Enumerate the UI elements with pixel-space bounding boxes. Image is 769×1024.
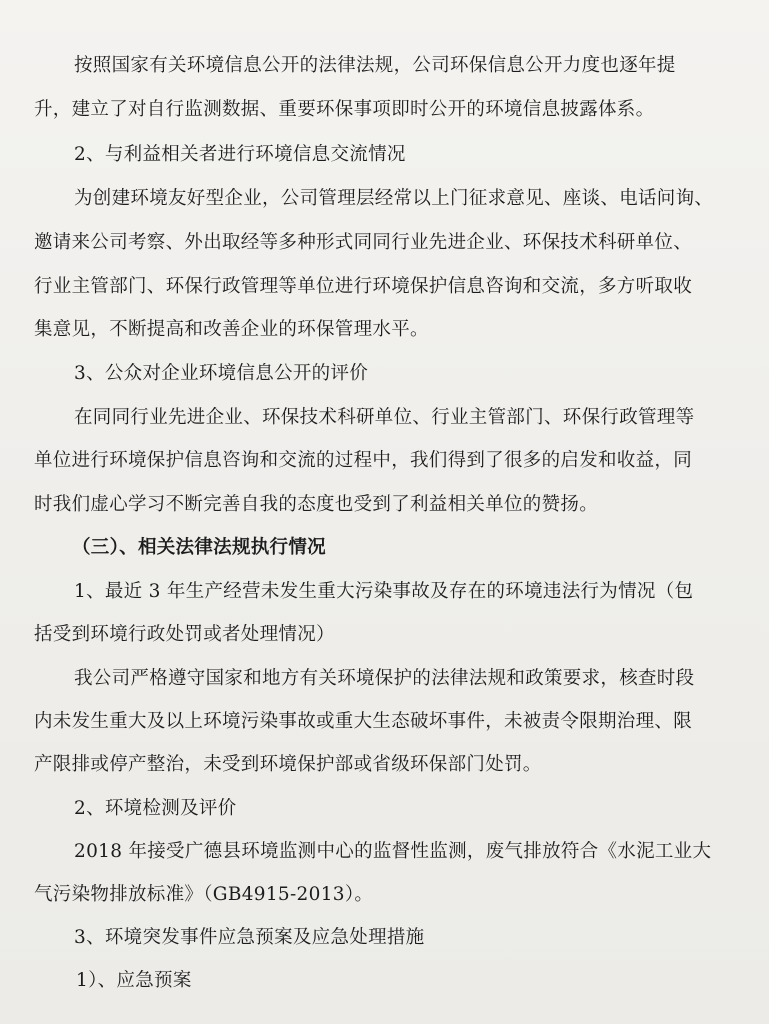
section-heading: 3、公众对企业环境信息公开的评价 (74, 363, 369, 384)
section-heading: 3、环境突发事件应急预案及应急处理措施 (74, 927, 425, 948)
paragraph-line: 在同同行业先进企业、环保技术科研单位、行业主管部门、环保行政管理等 (74, 407, 695, 428)
paragraph-line: 我公司严格遵守国家和地方有关环境保护的法律法规和政策要求，核查时段 (74, 668, 695, 689)
paragraph-line: 邀请来公司考察、外出取经等多种形式同同行业先进企业、环保技术科研单位、 (34, 232, 693, 253)
chapter-heading: （三）、相关法律法规执行情况 (72, 537, 326, 558)
section-heading: 2、与利益相关者进行环境信息交流情况 (74, 144, 406, 165)
section-heading: 括受到环境行政处罚或者处理情况） (34, 624, 335, 645)
paragraph-line: 产限排或停产整治，未受到环境保护部或省级环保部门处罚。 (34, 754, 542, 775)
paragraph-line: 单位进行环境保护信息咨询和交流的过程中，我们得到了很多的启发和收益，同 (34, 450, 693, 471)
paragraph-line: 为创建环境友好型企业，公司管理层经常以上门征求意见、座谈、电话问询、 (74, 188, 714, 209)
paragraph-line: 行业主管部门、环保行政管理等单位进行环境保护信息咨询和交流，多方听取收 (34, 276, 693, 297)
paragraph-line: 升，建立了对自行监测数据、重要环保事项即时公开的环境信息披露体系。 (34, 99, 655, 120)
section-heading: 1、最近 3 年生产经营未发生重大污染事故及存在的环境违法行为情况（包 (74, 581, 694, 602)
section-heading: 1）、应急预案 (76, 970, 192, 991)
paragraph-line: 气污染物排放标准》（GB4915-2013）。 (34, 884, 374, 905)
paragraph-line: 内未发生重大及以上环境污染事故或重大生态破坏事件，未被责令限期治理、限 (34, 711, 693, 732)
paragraph-line: 按照国家有关环境信息公开的法律法规，公司环保信息公开力度也逐年提 (74, 55, 676, 76)
section-heading: 2、环境检测及评价 (74, 798, 237, 819)
paragraph-line: 集意见，不断提高和改善企业的环保管理水平。 (34, 319, 429, 340)
paragraph-line: 时我们虚心学习不断完善自我的态度也受到了利益相关单位的赞扬。 (34, 494, 599, 515)
paragraph-line: 2018 年接受广德县环境监测中心的监督性监测，废气排放符合《水泥工业大 (74, 841, 712, 862)
